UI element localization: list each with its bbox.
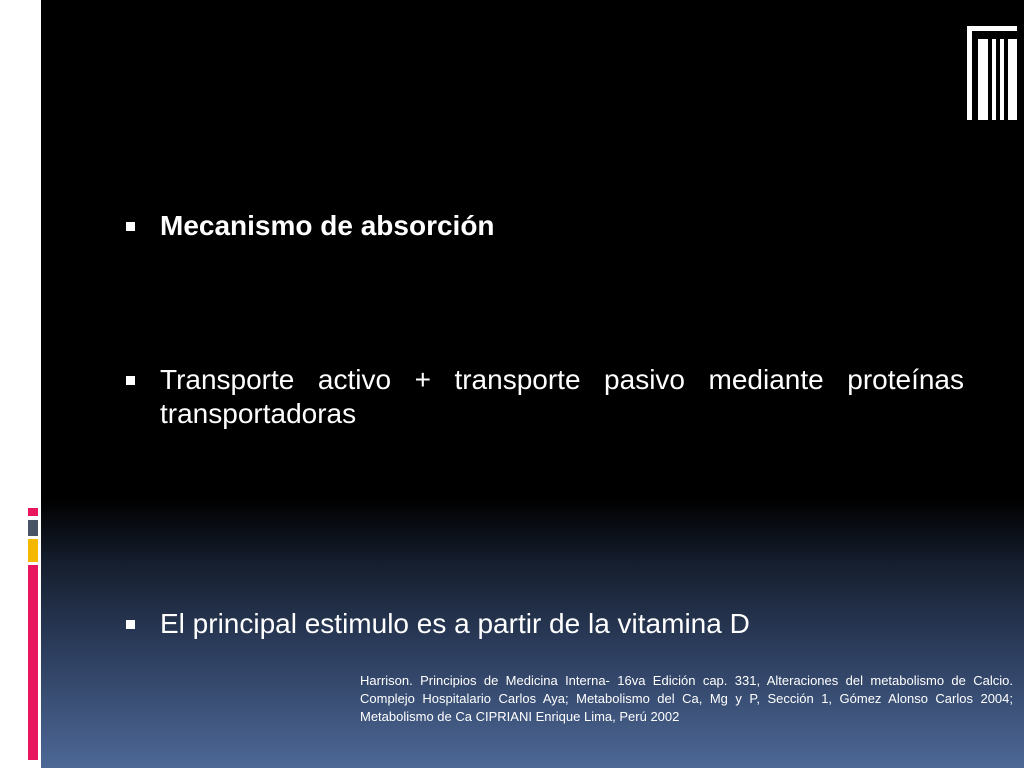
bullet-marker-3 (126, 620, 135, 629)
accent-bar-gray (28, 520, 38, 536)
bullet-marker-2 (126, 376, 135, 385)
stacked-pages-icon (967, 26, 1017, 120)
bullet-marker-1 (126, 222, 135, 231)
bullet-text-1: Mecanismo de absorción (160, 210, 495, 241)
bullet-text-2: Transporte activo + transporte pasivo mediante proteínas transportadoras (160, 364, 964, 429)
bullet-text-3: El principal estimulo es a partir de la vitamina D (160, 608, 750, 639)
reference-citation: Harrison. Principios de Medicina Interna- 16va Edición cap. 331, Alteraciones del metabolismo de Calcio. Complejo Hospitalario Carlos Aya; Metabolismo del Ca, Mg y P, Sección 1, Gómez Alonso Carlos 2004; Metabolismo de Ca CIPRIANI Enrique Lima, Perú 2002 (360, 673, 1013, 724)
accent-bar-pink-long (28, 565, 38, 760)
accent-bar-yellow (28, 539, 38, 562)
accent-bar-pink-top (28, 508, 38, 516)
